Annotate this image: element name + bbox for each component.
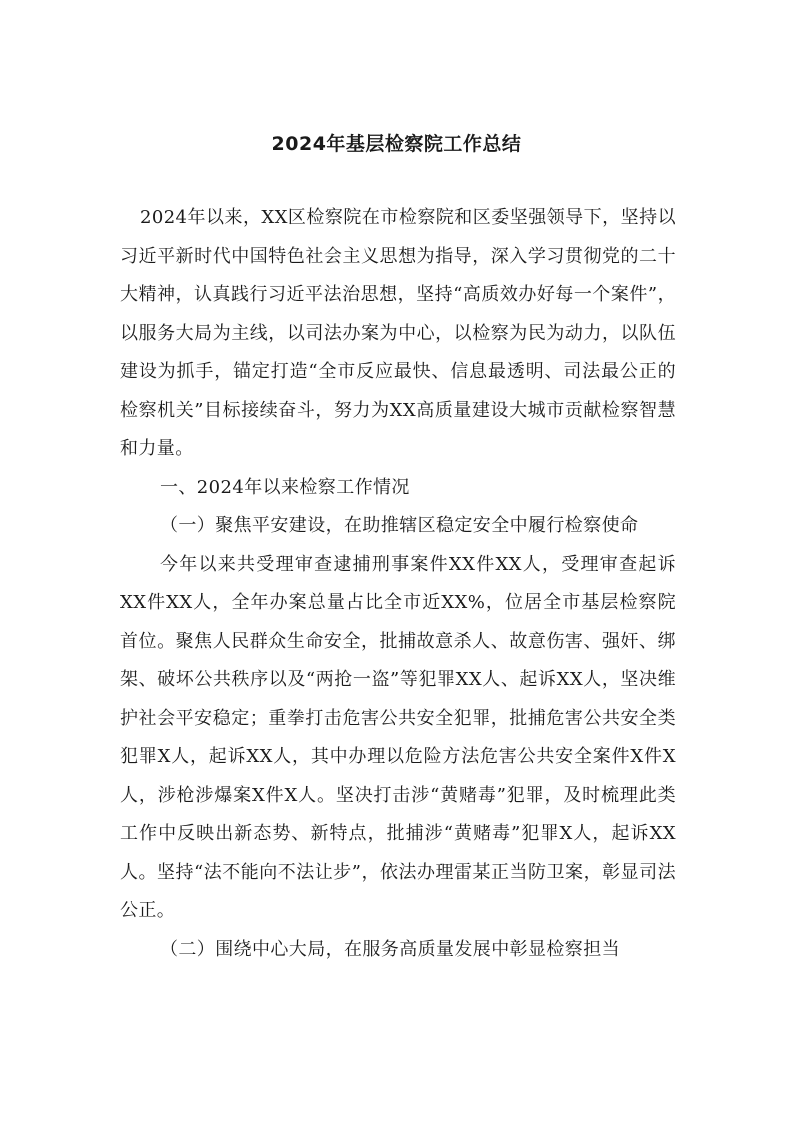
section-heading: 一、2024年以来检察工作情况 (160, 476, 410, 498)
document-title: 2024年基层检察院工作总结 (271, 133, 522, 155)
intro-paragraph: 2024年以来，XX区检察院在市检察院和区委坚强领导下，坚持以习近平新时代中国特色社会主义思想为指导，深入学习贯彻党的二十大精神，认真践行习近平法治思想，坚持“高质效办好每一个案件”，以服务大局为主线，以司法办案为中心，以检察为民为动力，以队伍建设为抓手，锚定打造“全市反应最快、信息最透明、司法最公正的检察机关”目标接续奋斗，努力为XX高质量建设大城市贡献检察智慧和力量。 (120, 207, 676, 459)
subsection-heading: （二）围绕中心大局，在服务高质量发展中彰显检察担当 (160, 938, 620, 960)
subsection-heading: （一）聚焦平安建设，在助推辖区稳定安全中履行检察使命 (160, 515, 639, 536)
subsection-paragraph: 今年以来共受理审查逮捕刑事案件XX件XX人，受理审查起诉XX件XX人，全年办案总量占比全市近XX%，位居全市基层检察院首位。聚焦人民群众生命安全，批捕故意杀人、故意伤害、强奸、绑架、破坏公共秩序以及“两抢一盗”等犯罪XX人、起诉XX人，坚决维护社会平安稳定；重拳打击危害公共安全犯罪，批捕危害公共安全类犯罪X人，起诉XX人，其中办理以危险方法危害公共安全案件X件X人，涉枪涉爆案X件X人。坚决打击涉“黄赌毒”犯罪，及时梳理此类工作中反映出新态势、新特点，批捕涉“黄赌毒”犯罪X人，起诉XX人。坚持“法不能向不法让步”，依法办理雷某正当防卫案，彰显司法公正。 (120, 553, 676, 921)
document-body (120, 199, 676, 969)
